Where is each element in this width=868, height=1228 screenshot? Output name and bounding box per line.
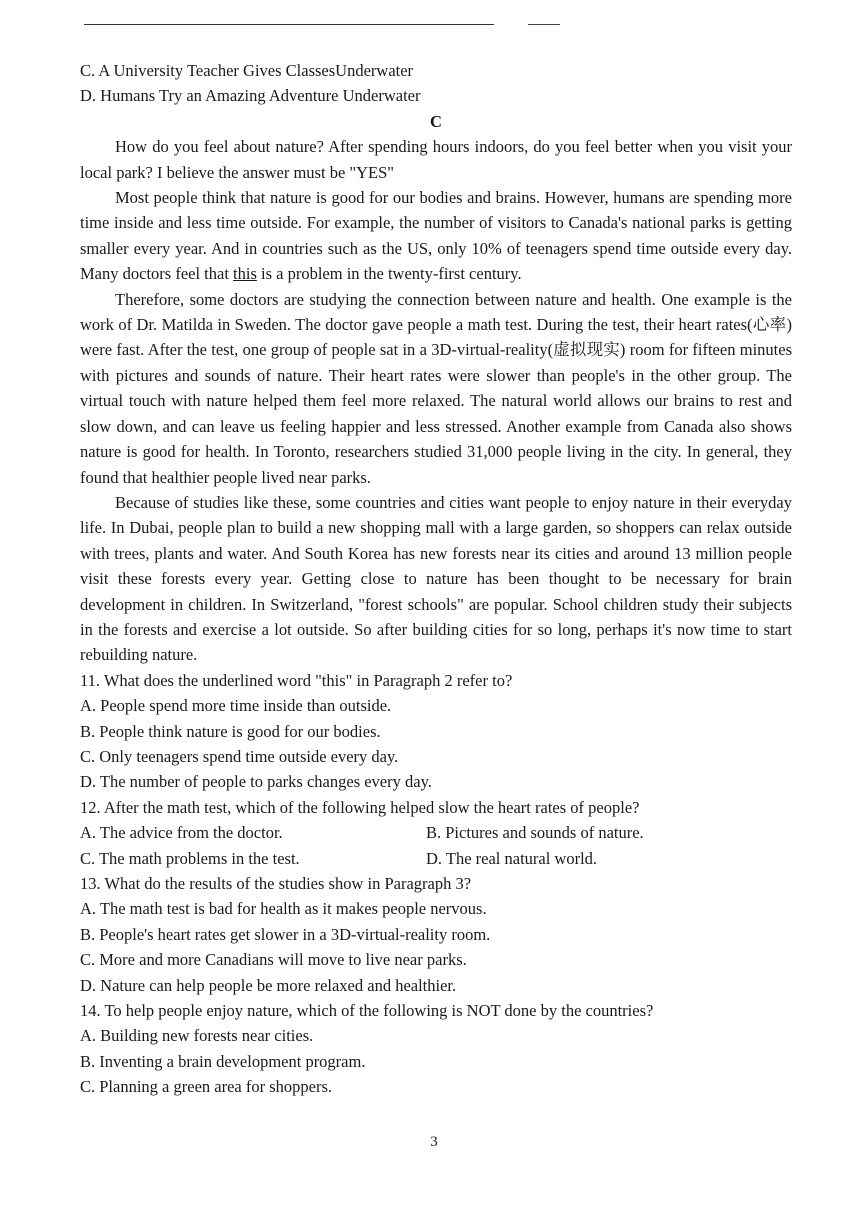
question-stem: 12. After the math test, which of the following helped slow the heart rates of people? [80, 797, 640, 817]
question-stem: 14. To help people enjoy nature, which of the following is NOT done by the countries? [80, 1001, 654, 1021]
option-a: A. The advice from the doctor. [80, 823, 283, 843]
options-row [80, 820, 792, 845]
question-stem: 11. What does the underlined word "this" in Paragraph 2 refer to? [80, 670, 513, 690]
p2-text-before: Most people think that nature is good for our bodies and brains. However, humans are spending more time inside and less time outside. For example, the number of visitors to Canada's national parks is getting smaller every year. And in countries such as the US, only 10% of teenagers spend time outside every day. Many doctors feel that [80, 188, 792, 284]
option-c: C. More and more Canadians will move to live near parks. [80, 950, 467, 970]
option-c: C. Planning a green area for shoppers. [80, 1077, 333, 1097]
question-14 [80, 998, 792, 1100]
page-content [80, 58, 792, 1100]
option-a: A. People spend more time inside than outside. [80, 696, 392, 716]
passage-paragraph-3: Therefore, some doctors are studying the connection between nature and health. One example is the work of Dr. Matilda in Sweden. The doctor gave people a math test. During the test, their heart rates(心率) were fast. After the test, one group of people sat in a 3D-virtual-reality(虚拟现实) room for fifteen minutes with pictures and sounds of nature. Their heart rates were slower than people's in the other group. The virtual touch with nature helped them feel more relaxed. The natural world allows our brains to rest and slow down, and can leave us feeling happier and less stressed. Another example from Canada also shows nature is good for health. In Toronto, researchers studied 31,000 people living in the city. In general, they found that healthier people lived near parks. [80, 289, 792, 487]
option-b: B. People's heart rates get slower in a 3D-virtual-reality room. [80, 924, 491, 944]
question-11 [80, 668, 792, 795]
option-b: B. Inventing a brain development program. [80, 1051, 366, 1071]
option-d: D. The real natural world. [426, 848, 598, 868]
option-c: C. The math problems in the test. [80, 848, 300, 868]
page-number: 3 [430, 1134, 438, 1150]
options-row [80, 846, 792, 871]
question-stem: 13. What do the results of the studies show in Paragraph 3? [80, 874, 472, 893]
option-b: B. People think nature is good for our bodies. [80, 721, 381, 741]
p2-text-after: is a problem in the twenty-first century. [256, 264, 522, 284]
option-d: D. The number of people to parks changes every day. [80, 772, 432, 792]
prev-option-c: C. A University Teacher Gives ClassesUnderwater [80, 61, 414, 80]
prev-option-d: D. Humans Try an Amazing Adventure Underwater [80, 86, 421, 106]
passage-paragraph-2 [80, 185, 792, 287]
option-d: D. Nature can help people be more relaxed and healthier. [80, 975, 457, 995]
underlined-word-this: this [233, 264, 257, 284]
question-12 [80, 795, 792, 871]
passage-paragraph-1: How do you feel about nature? After spending hours indoors, do you feel better when you visit your local park? I believe the answer must be "YES" [80, 137, 792, 182]
header-rule [84, 24, 494, 25]
option-c: C. Only teenagers spend time outside every day. [80, 746, 399, 766]
section-heading: C [430, 111, 442, 131]
header-dash [528, 24, 560, 25]
option-a: A. The math test is bad for health as it makes people nervous. [80, 899, 487, 919]
question-13 [80, 871, 792, 998]
passage-paragraph-4: Because of studies like these, some countries and cities want people to enjoy nature in their everyday life. In Dubai, people plan to build a new shopping mall with a large garden, so shoppers can relax outside with trees, plants and water. And South Korea has new forests near its cities and around 13 million people visit these forests every year. Getting close to nature has been thought to be necessary for brain development in children. In Switzerland, "forest schools" are popular. School children study their subjects in the forests and exercise a lot outside. So after building cities for so long, perhaps it's now time to start rebuilding nature. [80, 492, 792, 665]
option-b: B. Pictures and sounds of nature. [426, 823, 644, 843]
option-a: A. Building new forests near cities. [80, 1026, 314, 1046]
